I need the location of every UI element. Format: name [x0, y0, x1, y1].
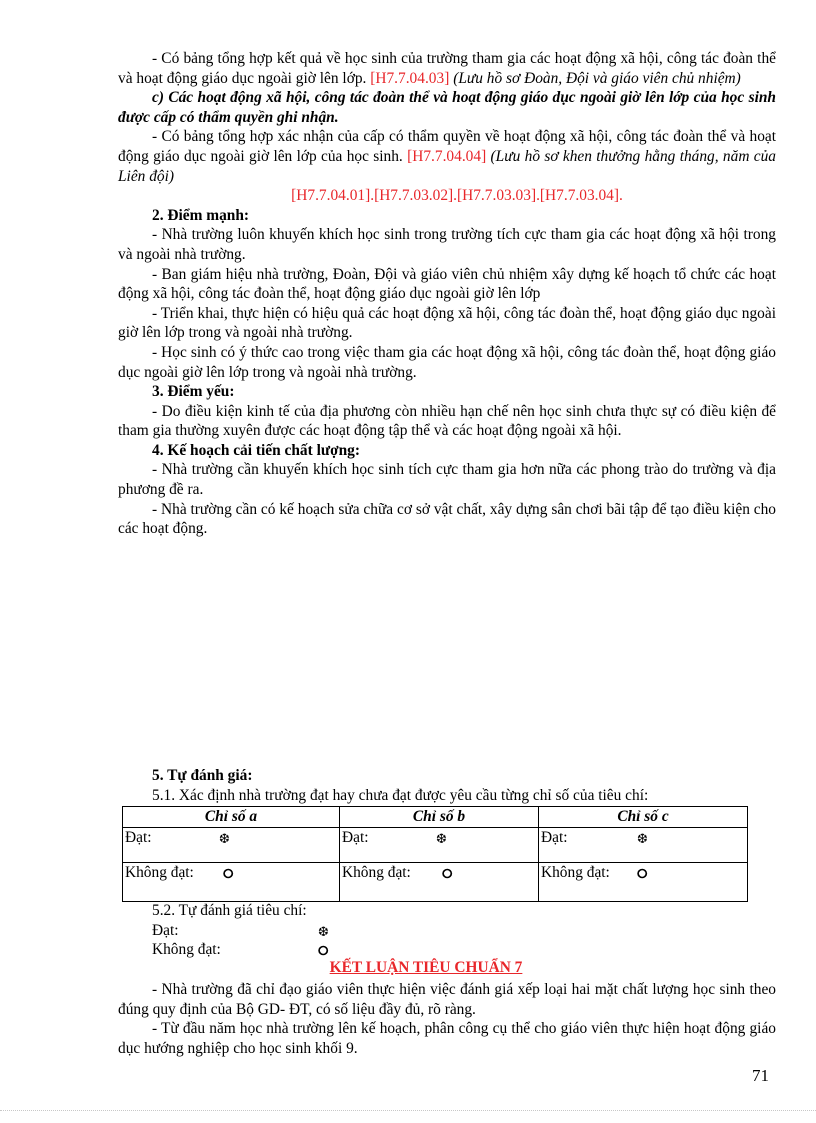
circle-icon: ⭘: [442, 866, 453, 882]
column-header: Chỉ số c: [539, 807, 748, 828]
footer-divider: [0, 1110, 816, 1111]
weakness-item: - Do điều kiện kinh tế của địa phương còn nhiều hạn chế nên học sinh chưa thực sự có điều kiện để tham gia thường xuyên được các hoạt động tập thể và các hoạt động ngoài xã hội.: [118, 402, 776, 440]
circle-icon: ⭘: [223, 866, 234, 882]
plan-heading: 4. Kế hoạch cải tiến chất lượng:: [152, 441, 360, 459]
weaknesses-heading: 3. Điểm yếu:: [152, 383, 235, 401]
snowflake-icon: ❆: [318, 924, 329, 940]
table-header-row: [123, 807, 748, 828]
conclusion-item: - Nhà trường đã chỉ đạo giáo viên thực hiện việc đánh giá xếp loại hai mặt chất lượng học sinh theo đúng quy định của Bộ GD- ĐT, có số liệu đầy đủ, rõ ràng.: [118, 981, 776, 1018]
strength-item: - Triển khai, thực hiện có hiệu quả các hoạt động xã hội, công tác đoàn thể, hoạt động giáo dục ngoài giờ lên lớp trong và ngoài nhà trường.: [118, 304, 776, 342]
paragraph: - Có bảng tổng hợp xác nhận của cấp có thẩm quyền về hoạt động xã hội, công tác đoàn thể và hoạt động giáo dục ngoài giờ lên lớp của học sinh. [H7.7.04.04] (Lưu hồ sơ khen thưởng hằng tháng, năm của Liên đội): [118, 128, 776, 185]
table-cell: Đạt: ❆: [340, 827, 539, 862]
evidence-ref: [H7.7.04.03]: [370, 69, 450, 87]
self-eval-heading: 5. Tự đánh giá:: [152, 767, 253, 784]
strength-item: - Ban giám hiệu nhà trường, Đoàn, Đội và giáo viên chủ nhiệm xây dựng kế hoạch tổ chức các hoạt động xã hội, công tác đoàn thể, hoạt động giáo dục ngoài giờ lên lớp: [118, 265, 776, 303]
self-eval-sub2: 5.2. Tự đánh giá tiêu chí:: [152, 902, 307, 919]
criterion-c-heading: c) Các hoạt động xã hội, công tác đoàn thể và hoạt động giáo dục ngoài giờ lên lớp của học sinh được cấp có thẩm quyền ghi nhận.: [118, 89, 776, 126]
plan-item: - Nhà trường cần có kế hoạch sửa chữa cơ sở vật chất, xây dựng sân chơi bãi tập để tạo điều kiện cho các hoạt động.: [118, 500, 776, 538]
column-header: Chỉ số b: [340, 807, 539, 828]
evidence-ref: [H7.7.04.04]: [407, 147, 487, 165]
snowflake-icon: ❆: [637, 831, 648, 847]
pass-line: Đạt: ❆: [152, 921, 307, 941]
top-section: [118, 49, 776, 539]
criterion-self-eval: [152, 901, 329, 960]
self-eval-sub1: 5.1. Xác định nhà trường đạt hay chưa đạt được yêu cầu từng chỉ số của tiêu chí:: [152, 786, 649, 804]
note: (Lưu hồ sơ Đoàn, Đội và giáo viên chủ nhiệm): [453, 69, 741, 87]
snowflake-icon: ❆: [219, 831, 230, 847]
plan-item: - Nhà trường cần khuyến khích học sinh tích cực tham gia hơn nữa các phong trào do trường và địa phương đề ra.: [118, 461, 776, 499]
circle-icon: ⭘: [637, 866, 648, 882]
criteria-table: [122, 806, 748, 902]
note: (Lưu hồ sơ khen thưởng hằng tháng, năm của Liên đội): [118, 147, 776, 185]
table-cell: Không đạt: ⭘: [340, 862, 539, 901]
table-row: [123, 862, 748, 901]
strength-item: - Học sinh có ý thức cao trong việc tham gia các hoạt động xã hội, công tác đoàn thể, hoạt động giáo dục ngoài giờ lên lớp trong và ngoài nhà trường.: [118, 343, 776, 381]
paragraph: - Có bảng tổng hợp kết quả về học sinh của trường tham gia các hoạt động xã hội, công tác đoàn thể và hoạt động giáo dục ngoài giờ lên lớp. [H7.7.04.03] (Lưu hồ sơ Đoàn, Đội và giáo viên chủ nhiệm): [118, 50, 776, 87]
snowflake-icon: ❆: [436, 831, 447, 847]
conclusion-title: KẾT LUẬN TIÊU CHUẨN 7: [329, 959, 523, 976]
conclusion-section: [118, 980, 776, 1058]
strength-item: - Nhà trường luôn khuyến khích học sinh trong trường tích cực tham gia các hoạt động xã hội trong và ngoài nhà trường.: [118, 226, 776, 263]
table-cell: Không đạt: ⭘: [123, 862, 340, 901]
table-cell: Đạt: ❆: [539, 827, 748, 862]
table-cell: Không đạt: ⭘: [539, 862, 748, 901]
fail-line: Không đạt: ⭘: [152, 940, 307, 960]
column-header: Chỉ số a: [123, 807, 340, 828]
circle-icon: ⭘: [318, 944, 329, 960]
page-number: 71: [752, 1066, 769, 1085]
self-eval-section: [118, 766, 778, 805]
evidence-refs: [H7.7.04.01].[H7.7.03.02].[H7.7.03.03].[H7.7.03.04].: [291, 187, 623, 205]
table-cell: Đạt: ❆: [123, 827, 340, 862]
strengths-heading: 2. Điểm mạnh:: [152, 206, 250, 224]
table-row: [123, 827, 748, 862]
conclusion-item: - Từ đầu năm học nhà trường lên kế hoạch, phân công cụ thể cho giáo viên thực hiện hoạt động giáo dục hướng nghiệp cho học sinh khối 9.: [118, 1020, 776, 1057]
